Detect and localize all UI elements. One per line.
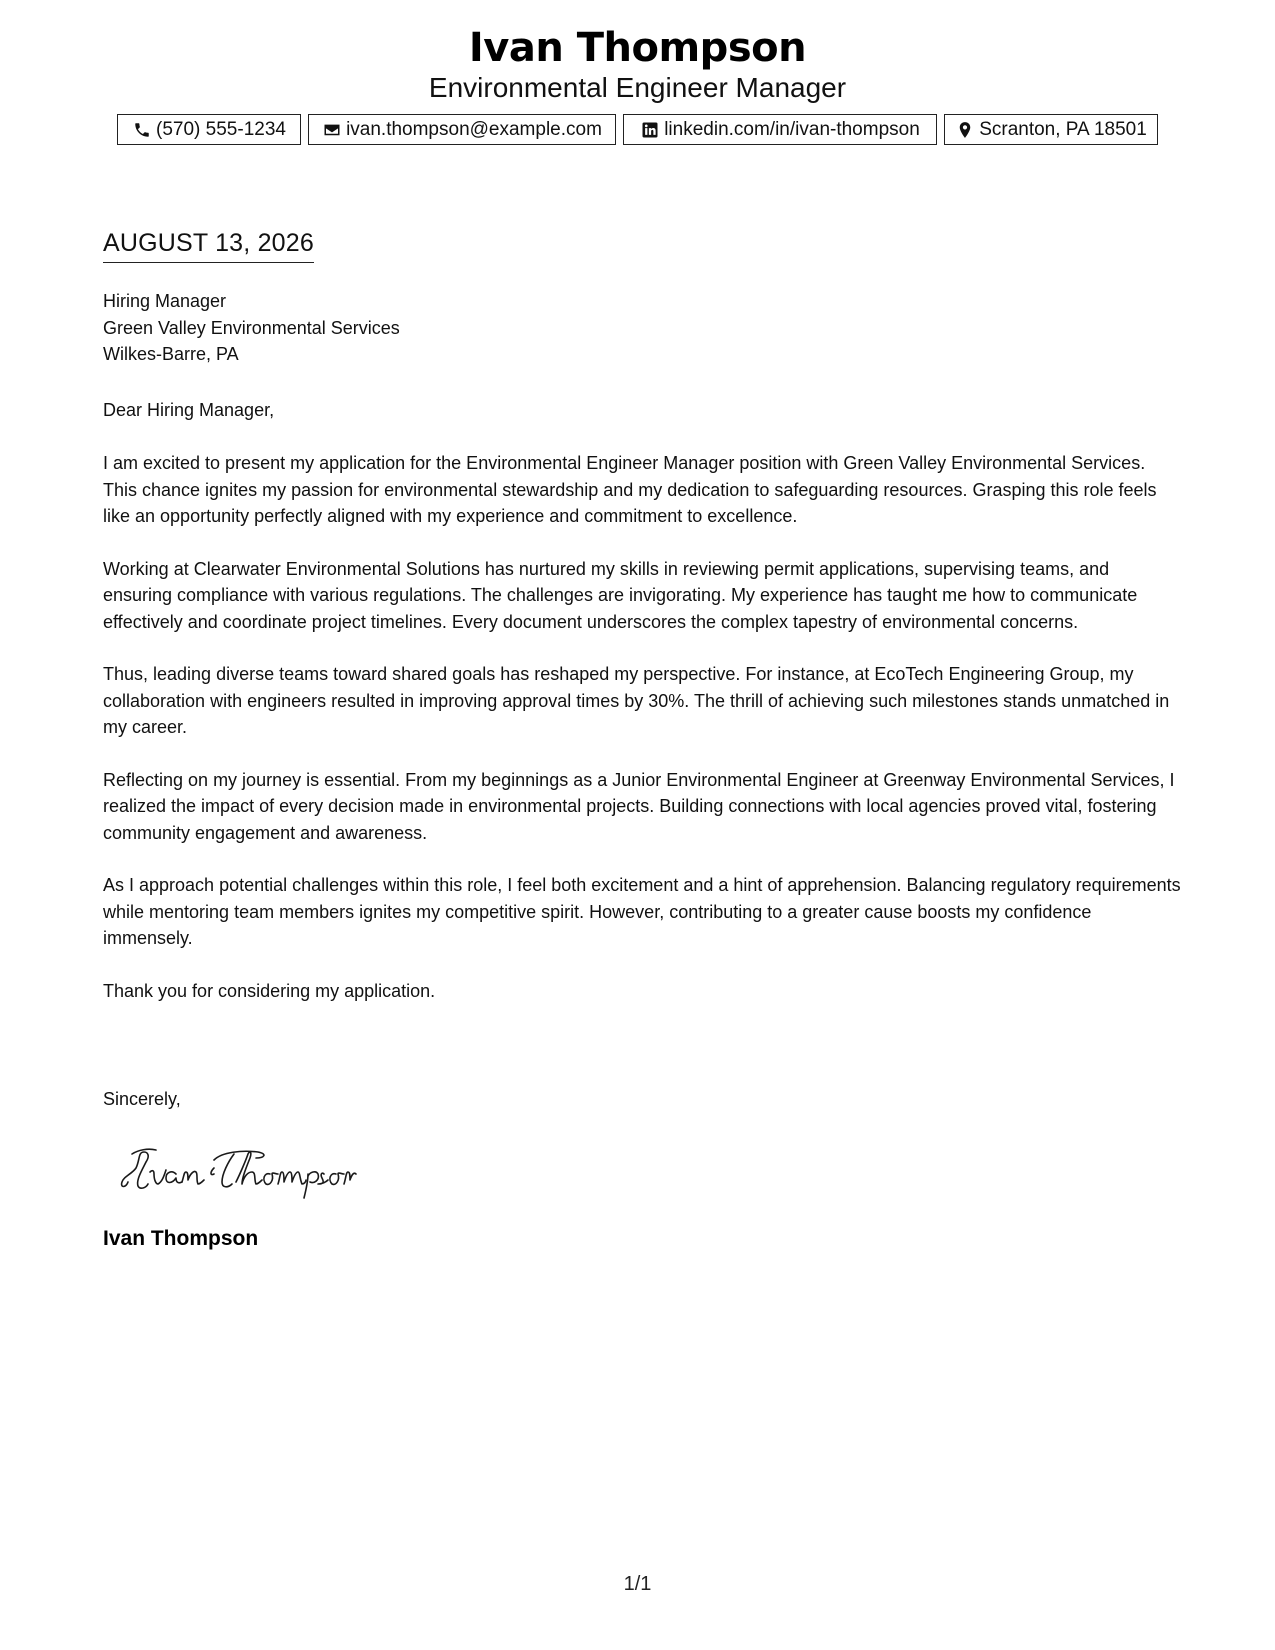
phone-text: (570) 555-1234	[156, 118, 286, 140]
signature-drawing	[118, 1140, 358, 1200]
body-paragraph: Thus, leading diverse teams toward shared goals has reshaped my perspective. For instance, at EcoTech Engineering Group, my collaboration with engineers resulted in improving approval times by 30%. The thrill of achieving such milestones stands unmatched in my career.	[103, 664, 1170, 737]
phone-icon	[132, 120, 152, 140]
contact-location	[944, 114, 1158, 145]
letter-body	[103, 450, 1183, 1030]
signer-name: Ivan Thompson	[103, 1227, 259, 1250]
location-text: Scranton, PA 18501	[979, 118, 1147, 140]
closing: Sincerely,	[103, 1089, 181, 1109]
linkedin-icon	[640, 120, 660, 140]
recipient-line: Hiring Manager	[103, 291, 227, 311]
envelope-icon	[322, 120, 342, 140]
contact-bar	[0, 114, 1275, 145]
salutation: Dear Hiring Manager,	[103, 400, 275, 420]
applicant-title: Environmental Engineer Manager	[428, 72, 847, 103]
recipient-line: Green Valley Environmental Services	[103, 317, 400, 338]
handwritten-signature	[118, 1140, 358, 1200]
applicant-name: Ivan Thompson	[468, 25, 807, 71]
letter-date: AUGUST 13, 2026	[103, 228, 314, 263]
map-pin-icon	[955, 120, 975, 140]
body-paragraph: Working at Clearwater Environmental Solutions has nurtured my skills in reviewing permit applications, supervising teams, and ensuring compliance with various regulations. The challenges are invigorating. My experience has taught me how to communicate effectively and coordinate project timelines. Every document underscores the complex tapestry of environmental concerns.	[103, 558, 1138, 632]
letter-header	[0, 22, 1275, 104]
linkedin-text: linkedin.com/in/ivan-thompson	[664, 118, 920, 140]
recipient-line: Wilkes-Barre, PA	[103, 344, 239, 364]
recipient-block	[103, 288, 400, 368]
contact-email[interactable]	[308, 114, 616, 145]
body-paragraph: Reflecting on my journey is essential. From my beginnings as a Junior Environmental Engineer at Greenway Environmental Services, I realized the impact of every decision made in environmental projects. Building connections with local agencies proved vital, fostering community engagement and awareness.	[103, 769, 1175, 843]
body-paragraph: I am excited to present my application for the Environmental Engineer Manager position with Green Valley Environmental Services. This chance ignites my passion for environmental stewardship and my dedication to safeguarding resources. Grasping this role feels like an opportunity perfectly aligned with my experience and commitment to excellence.	[103, 453, 1157, 526]
email-text: ivan.thompson@example.com	[346, 118, 602, 140]
body-paragraph: Thank you for considering my application.	[103, 980, 436, 1001]
page-number: 1/1	[623, 1573, 652, 1595]
contact-phone[interactable]	[117, 114, 301, 145]
contact-linkedin[interactable]	[623, 114, 937, 145]
body-paragraph: As I approach potential challenges within this role, I feel both excitement and a hint of apprehension. Balancing regulatory requirements while mentoring team members ignites my competitive spirit. However, contributing to a greater cause boosts my confidence immensely.	[103, 875, 1181, 948]
